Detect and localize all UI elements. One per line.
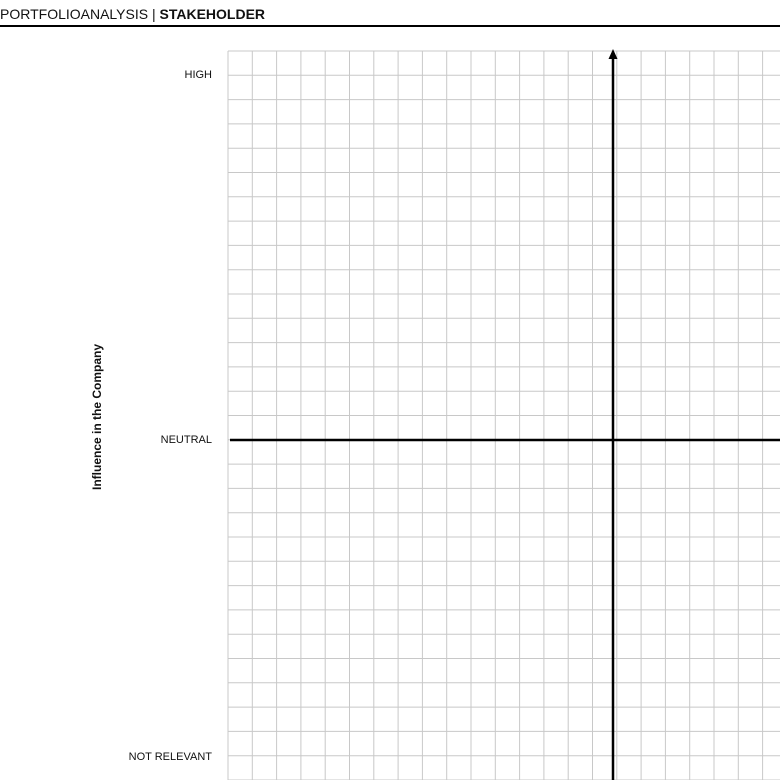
y-level-not-relevant: NOT RELEVANT bbox=[128, 751, 212, 763]
header-section-title: STAKEHOLDER bbox=[159, 6, 266, 22]
y-axis-title: Influence in the Company bbox=[90, 343, 104, 491]
y-level-high: HIGH bbox=[184, 69, 212, 81]
grid-lines bbox=[228, 51, 780, 780]
y-level-neutral: NEUTRAL bbox=[160, 434, 212, 446]
header-separator: | bbox=[151, 6, 156, 22]
header-brand: PORTFOLIOANALYSIS bbox=[0, 6, 149, 22]
